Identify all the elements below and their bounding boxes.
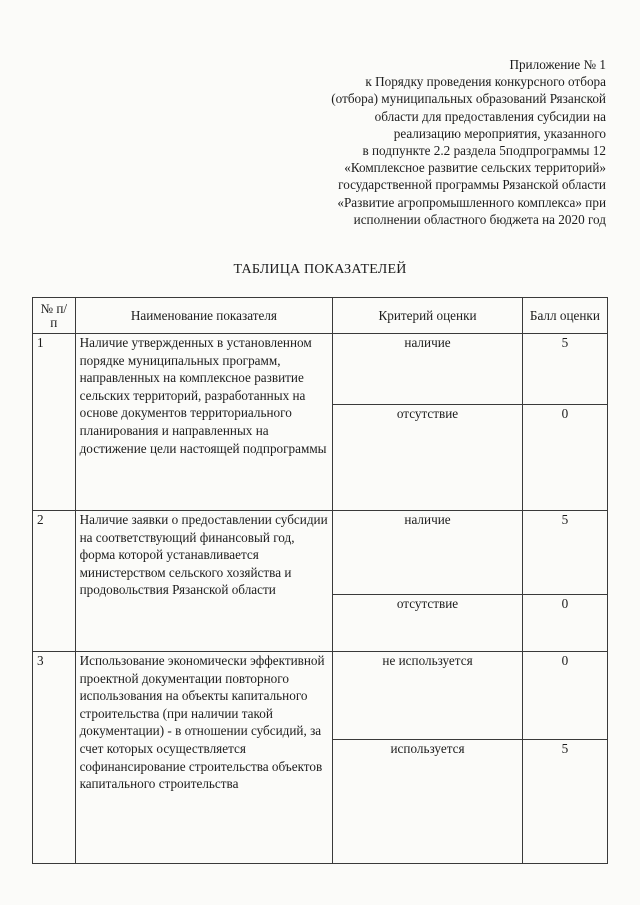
row-num: 1 (33, 334, 76, 511)
appendix-line: области для предоставления субсидии на (374, 108, 606, 124)
criterion-cell: наличие (333, 511, 523, 595)
criterion-cell: наличие (333, 334, 523, 405)
header-name: Наименование показателя (75, 298, 333, 334)
table-row (33, 652, 608, 740)
indicator-name: Наличие заявки о предоставлении субсидии на соответствующий финансовый год, форма которой устанавливается министерством сельского хозяйства и продовольствия Рязанской области (75, 511, 333, 652)
table-header-row (33, 298, 608, 334)
header-score: Балл оценки (522, 298, 607, 334)
score-cell: 0 (522, 652, 607, 740)
appendix-line: реализацию мероприятия, указанного (393, 125, 606, 141)
appendix-line: «Развитие агропромышленного комплекса» при (337, 194, 606, 210)
criterion-cell: не используется (333, 652, 523, 740)
score-cell: 5 (522, 334, 607, 405)
appendix-line: государственной программы Рязанской области (338, 177, 606, 193)
score-cell: 0 (522, 594, 607, 651)
criterion-cell: отсутствие (333, 594, 523, 651)
indicators-table (32, 297, 608, 864)
appendix-line: к Порядку проведения конкурсного отбора (365, 74, 606, 90)
document-title: ТАБЛИЦА ПОКАЗАТЕЛЕЙ (233, 262, 407, 277)
appendix-line: исполнении областного бюджета на 2020 год (353, 211, 606, 227)
appendix-line: «Комплексное развитие сельских территорий» (344, 160, 606, 176)
appendix-line: (отбора) муниципальных образований Рязанской (331, 91, 606, 107)
row-num: 3 (33, 652, 76, 864)
appendix-line: Приложение № 1 (509, 57, 606, 72)
appendix-line: в подпункте 2.2 раздела 5подпрограммы 12 (362, 143, 606, 159)
header-num: № п/п (33, 298, 76, 334)
indicator-name: Использование экономически эффективной проектной документации повторного использования на объекты капитального строительства (при наличии такой документации) - в отношении субсидий, за счет которых осуществляется софинансирование строительства объектов капитального строительства (75, 652, 333, 864)
criterion-cell: используется (333, 740, 523, 864)
table-row (33, 334, 608, 405)
appendix-header (331, 56, 606, 228)
header-criterion: Критерий оценки (333, 298, 523, 334)
criterion-cell: отсутствие (333, 405, 523, 511)
table-row (33, 511, 608, 595)
row-num: 2 (33, 511, 76, 652)
score-cell: 5 (522, 511, 607, 595)
score-cell: 0 (522, 405, 607, 511)
score-cell: 5 (522, 740, 607, 864)
indicator-name: Наличие утвержденных в установленном порядке муниципальных программ, направленных на комплексное развитие сельских территорий, разработанных на основе документов территориального планирования и направленных на достижение цели настоящей подпрограммы (75, 334, 333, 511)
